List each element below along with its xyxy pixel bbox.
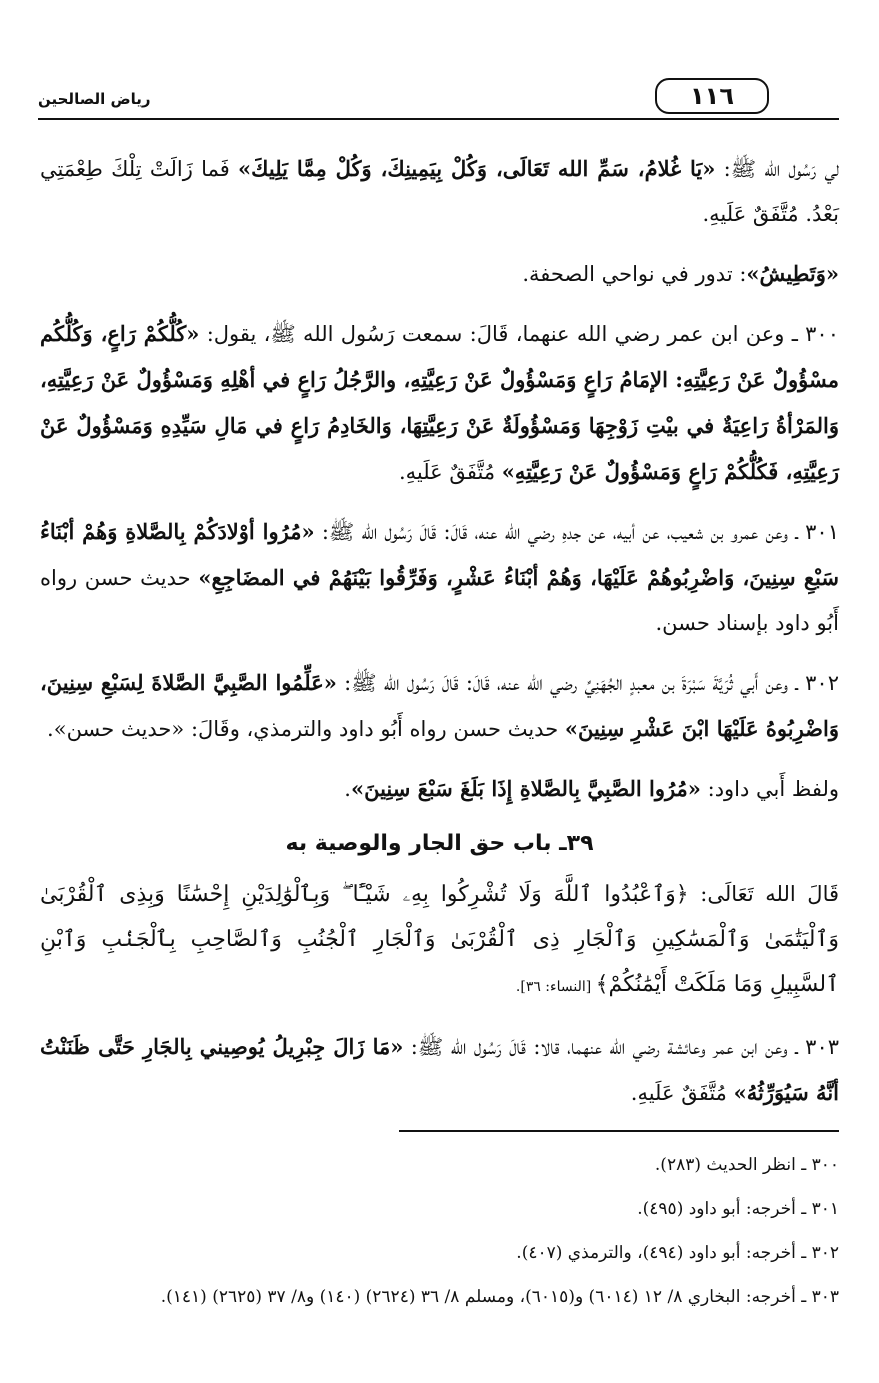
hadith-301-intro: ٣٠١ ـ وعن عمرو بن شعيب، عن أبيه، عن جدهِ رضي الله عنه، قَالَ: قَالَ رَسُول الله ﷺ:: [314, 520, 839, 544]
hadith-302: [40, 660, 839, 752]
hadith-303-grading: مُتَّفَقٌ عَلَيهِ.: [630, 1081, 734, 1105]
hadith-303-text: «مَا زَالَ جِبْرِيلُ يُوصِيني بِالجَارِ حَتَّى ظَنَنْتُ أنَّهُ سَيُوَرِّثُهُ»: [40, 1034, 839, 1105]
abu-dawud-wording: [40, 766, 839, 812]
footnote-303: ٣٠٣ ـ أخرجه: البخاري ٨/ ١٢ (٦٠١٤) و(٦٠١٥)، ومسلم ٨/ ٣٦ (٢٦٢٤) (١٤٠) و٨/ ٣٧ (٢٦٢٥) (١٤١).: [160, 1287, 839, 1307]
hadith-301-text: «مُرُوا أوْلادَكُمْ بِالصَّلاةِ وَهُمْ أبْنَاءُ سَبْعِ سِنِينَ، وَاضْرِبُوهُمْ عَلَيْهَا، وَهُمْ أبْنَاءُ عَشْرٍ، وَفَرِّقُوا بَيْنَهُمْ في المضَاجِعِ»: [40, 519, 839, 590]
gloss-term: «وَتَطِيشُ»: [746, 261, 839, 286]
book-title: رياض الصالحين: [38, 90, 151, 108]
continued-hadith-end: فَما زَالَتْ تِلْكَ طِعْمَتِي بَعْدُ. مُتَّفَقٌ عَلَيهِ.: [40, 157, 839, 226]
hadith-300-text: «كُلُّكُمْ رَاعٍ، وَكُلُّكُم مسْؤُولٌ عَنْ رَعِيَّتِهِ: الإمَامُ رَاعٍ وَمَسْؤُولٌ عَنْ رَعِيَّتِهِ، والرَّجُلُ رَاعٍ في أهْلِهِ وَمَسْؤُولٌ عَنْ رَعِيَّتِهِ، وَالمَرْأةُ رَاعِيَةٌ في بيْتِ زَوْجِهَا وَمَسْؤُولَةٌ عَنْ رَعِيَّتِهَا، وَالخَادِمُ رَاعٍ في مَالِ سَيِّدِهِ وَمَسْؤُولٌ عَنْ رَعِيَّتِهِ، فَكُلُّكُمْ رَاعٍ وَمَسْؤُولٌ عَنْ رَعِيَّتِهِ»: [40, 321, 839, 484]
hadith-300-intro: ٣٠٠ ـ وعن ابن عمر رضي الله عنهما، قَالَ: سمعت رَسُول الله ﷺ، يقول:: [199, 322, 839, 346]
continued-hadith-quote: «يَا غُلامُ، سَمِّ الله تَعَالَى، وَكُلْ بِيَمِينِكَ، وَكُلْ مِمَّا يَلِيكَ»: [238, 156, 716, 181]
page-content: [40, 146, 839, 1324]
chapter-heading: ٣٩ـ باب حق الجار والوصية به: [285, 831, 594, 856]
quran-text: ﴿وَٱعْبُدُوا ٱللَّهَ وَلَا تُشْرِكُوا بِهِۦ شَيْـًٔا ۖ وَبِٱلْوَٰلِدَيْنِ إِحْسَٰنًا وَبِذِى ٱلْقُرْبَىٰ وَٱلْيَتَٰمَىٰ وَٱلْمَسَٰكِينِ وَٱلْجَارِ ذِى ٱلْقُرْبَىٰ وَٱلْجَارِ ٱلْجُنُبِ وَٱلصَّاحِبِ بِٱلْجَنۢبِ وَٱبْنِ ٱلسَّبِيلِ وَمَا مَلَكَتْ أَيْمَٰنُكُمْ﴾: [40, 882, 839, 997]
abu-dawud-text: «مُرُوا الصَّبِيَّ بِالصَّلاةِ إِذَا بَلَغَ سَبْعَ سِنِينَ»: [350, 776, 701, 801]
footnote-300: ٣٠٠ ـ انظر الحديث (٢٨٣).: [654, 1155, 839, 1175]
gloss-note: [40, 251, 839, 297]
footnote-302: ٣٠٢ ـ أخرجه: أبو داود (٤٩٤)، والترمذي (٤٠٧).: [516, 1243, 839, 1263]
quran-reference: [النساء: ٣٦].: [515, 979, 596, 995]
hadith-300-grading: مُتَّفَقٌ عَلَيهِ.: [398, 460, 502, 484]
footnote-rule: [399, 1130, 839, 1132]
hadith-302-text: «عَلِّمُوا الصَّبِيَّ الصَّلاةَ لِسَبْعِ سِنِينَ، وَاضْرِبُوهُ عَلَيْهَا ابْنَ عَشْرِ سِنِينَ»: [40, 670, 839, 741]
page-number: ١١٦: [655, 78, 769, 114]
hadith-302-intro: ٣٠٢ ـ وعن أَبي ثُرَيَّةَ سَبْرَةَ بن معبدٍ الجُهَنِيِّ رضي الله عنه، قَالَ: قَالَ رَسُول الله ﷺ:: [336, 671, 839, 695]
hadith-303-intro: ٣٠٣ ـ وعن ابن عمر وعائشة رضي الله عنهما، قالا: قَالَ رَسُول الله ﷺ:: [403, 1035, 840, 1059]
continued-hadith-intro: لي رَسُول الله ﷺ:: [715, 157, 839, 181]
hadith-300: [40, 311, 839, 495]
quran-verse: [40, 872, 839, 1010]
quran-intro: قَالَ الله تَعَالَى:: [688, 882, 840, 906]
hadith-302-grading: حديث حسن رواه أَبُو داود والترمذي، وقَالَ: «حديث حسن».: [47, 717, 565, 741]
continued-hadith: [40, 146, 839, 237]
hadith-301-grading: حديث حسن رواه أَبُو داود بإسناد حسن.: [40, 566, 839, 635]
header-rule: [38, 118, 839, 120]
page-header: [38, 78, 839, 122]
footnote-301: ٣٠١ ـ أخرجه: أبو داود (٤٩٥).: [637, 1199, 839, 1219]
hadith-303: [40, 1024, 839, 1116]
gloss-definition: : تدور في نواحي الصحفة.: [522, 262, 747, 286]
abu-dawud-intro: ولفظ أَبي داود:: [700, 777, 839, 801]
abu-dawud-end: .: [344, 777, 351, 801]
hadith-301: [40, 509, 839, 646]
